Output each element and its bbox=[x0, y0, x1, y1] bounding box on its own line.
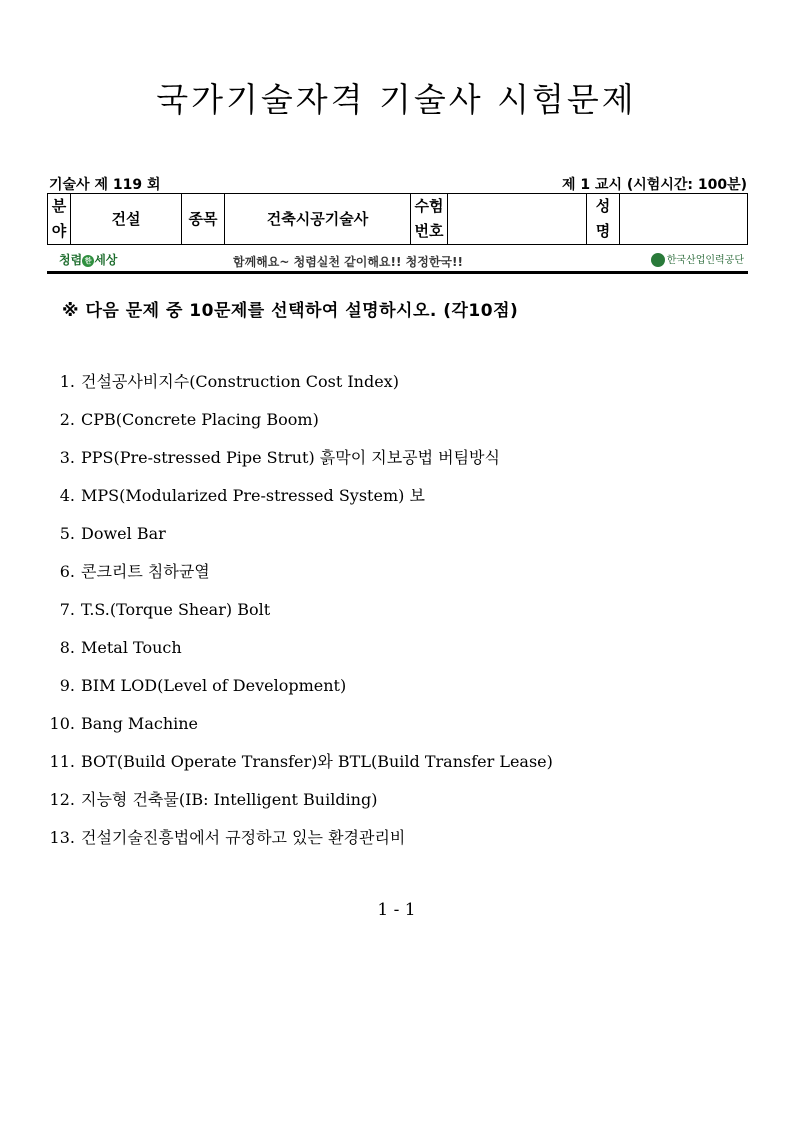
badge-icon: 한 bbox=[82, 255, 94, 267]
exam-round: 기술사 제 119 회 bbox=[49, 177, 161, 193]
exam-period: 제 1 교시 (시험시간: 100분) bbox=[561, 177, 747, 193]
hrdkorea-mark-icon bbox=[651, 253, 665, 267]
question-item: 5. Dowel Bar bbox=[59, 524, 166, 543]
question-item: 8. Metal Touch bbox=[59, 638, 182, 657]
field-label: 분 야 bbox=[48, 194, 71, 245]
name-field[interactable] bbox=[620, 194, 748, 245]
exam-info-line bbox=[47, 172, 747, 192]
question-item: 12. 지능형 건축물(IB: Intelligent Building) bbox=[49, 790, 378, 809]
type-label: 종목 bbox=[182, 194, 225, 245]
type-value: 건축시공기술사 bbox=[225, 194, 411, 245]
field-value: 건설 bbox=[71, 194, 182, 245]
hrdkorea-logo: 한국산업인력공단 bbox=[651, 251, 744, 267]
exam-number-field[interactable] bbox=[448, 194, 587, 245]
question-item: 7. T.S.(Torque Shear) Bolt bbox=[59, 600, 271, 619]
clean-world-logo: 청렴 한 세상 bbox=[59, 253, 118, 267]
question-list bbox=[46, 371, 553, 865]
slogan-banner bbox=[47, 250, 748, 274]
question-item: 2. CPB(Concrete Placing Boom) bbox=[59, 410, 319, 429]
question-item: 1. 건설공사비지수(Construction Cost Index) bbox=[59, 372, 399, 391]
instruction-text: ※ 다음 문제 중 10문제를 선택하여 설명하시오. (각10점) bbox=[62, 301, 519, 321]
question-item: 10. Bang Machine bbox=[49, 714, 199, 733]
exam-number-label: 수험 번호 bbox=[411, 194, 448, 245]
page-title: 국가기술자격 기술사 시험문제 bbox=[156, 80, 637, 119]
question-item: 6. 콘크리트 침하균열 bbox=[59, 562, 210, 581]
page-number: 1 - 1 bbox=[377, 900, 416, 920]
question-item: 13. 건설기술진흥법에서 규정하고 있는 환경관리비 bbox=[49, 828, 406, 847]
name-label: 성 명 bbox=[587, 194, 620, 245]
question-item: 4. MPS(Modularized Pre-stressed System) 보 bbox=[59, 486, 425, 505]
question-item: 9. BIM LOD(Level of Development) bbox=[59, 676, 347, 695]
exam-info-table bbox=[47, 193, 748, 245]
question-item: 3. PPS(Pre-stressed Pipe Strut) 흙막이 지보공법 버팀방식 bbox=[59, 448, 500, 467]
slogan-text: 함께해요~ 청렴실천 같이해요!! 청정한국!! bbox=[233, 255, 463, 269]
question-item: 11. BOT(Build Operate Transfer)와 BTL(Build Transfer Lease) bbox=[49, 752, 553, 771]
